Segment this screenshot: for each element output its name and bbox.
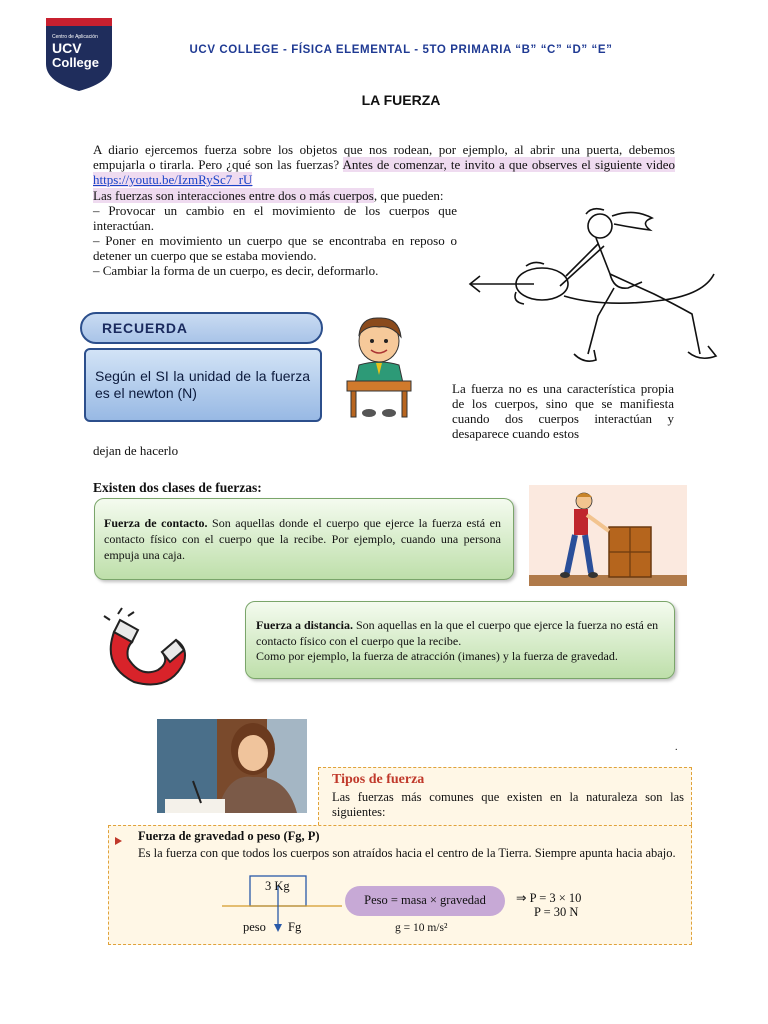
intro-text: A diario ejercemos fuerza sobre los objetos que nos rodean, por ejemplo, al abrir una puerta, debemos empujarla o tirarla. Pero ¿qué son las fuerzas?	[93, 142, 675, 172]
si-unit-box	[84, 348, 322, 422]
svg-text:Centro de Aplicación: Centro de Aplicación	[52, 34, 98, 40]
girl-pulling-illustration	[464, 204, 722, 372]
contact-force-box	[94, 498, 514, 580]
force-characteristic-text: La fuerza no es una característica propia de los cuerpos, sino que se manifiesta cuando dos cuerpos interactúan y desaparece cuando estos	[452, 381, 674, 441]
classes-heading: Existen dos clases de fuerzas:	[93, 480, 262, 495]
svg-text:UCV: UCV	[52, 40, 82, 56]
bullet-icon	[115, 832, 122, 840]
distance-force-text: Son aquellas en la que el cuerpo que ejerce la fuerza no está en contacto físico con el cuerpo que la recibe.	[256, 618, 659, 648]
document-header: UCV COLLEGE - FÍSICA ELEMENTAL - 5TO PRIMARIA “B” “C” “D” “E”	[189, 44, 613, 56]
weight-label: peso	[243, 920, 266, 934]
fg-label: Fg	[288, 920, 302, 934]
definition-item: – Provocar un cambio en el movimiento de los cuerpos que interactúan.	[93, 203, 457, 233]
mass-label: 3 Kg	[265, 879, 290, 893]
contact-force-text: Son aquellas donde el cuerpo que ejerce la fuerza está en contacto físico con el cuerpo que la recibe. Por ejemplo, cuando una persona empuja una caja.	[104, 516, 501, 562]
boy-at-desk-illustration	[345, 315, 413, 421]
weight-formula	[345, 886, 505, 916]
recuerda-banner	[80, 312, 323, 344]
person-pushing-box-illustration	[529, 485, 687, 586]
force-types-description: Las fuerzas más comunes que existen en la naturaleza son las siguientes:	[332, 790, 684, 819]
video-link[interactable]: https://youtu.be/IzmRySc7_rU	[93, 172, 253, 187]
distance-force-term: Fuerza a distancia.	[256, 618, 353, 632]
intro-paragraph	[93, 142, 675, 187]
force-types-title: Tipos de fuerza	[332, 772, 425, 787]
recuerda-label: RECUERDA	[102, 320, 188, 336]
definition-item: – Poner en movimiento un cuerpo que se encontraba en reposo o detener un cuerpo que se estaba moviendo.	[93, 233, 457, 263]
si-unit-text: Según el SI la unidad de la fuerza es el newton (N)	[95, 368, 310, 401]
definition-rest: , que pueden:	[373, 188, 444, 203]
intro-highlight: Antes de comenzar, te invito a que observes el siguiente video	[342, 157, 675, 172]
distance-force-box	[245, 601, 675, 679]
weight-formula-text: Peso = masa × gravedad	[364, 893, 486, 907]
svg-text:College: College	[52, 55, 99, 70]
gravity-title: Fuerza de gravedad o peso (Fg, P)	[138, 829, 320, 843]
definition-highlight: Las fuerzas son interacciones entre dos o más cuerpos	[93, 188, 374, 203]
gravity-value: g = 10 m/s²	[395, 922, 448, 934]
definition-item: – Cambiar la forma de un cuerpo, es decir, deformarlo.	[93, 263, 379, 278]
contact-force-term: Fuerza de contacto.	[104, 516, 208, 530]
result-line-1: ⇒ P = 3 × 10	[516, 891, 582, 905]
gravity-description: Es la fuerza con que todos los cuerpos son atraídos hacia el centro de la Tierra. Siempre apunta hacia abajo.	[138, 846, 676, 860]
magnet-illustration	[100, 606, 190, 690]
student-writing-photo	[157, 719, 307, 813]
force-characteristic-continuation: dejan de hacerlo	[93, 443, 179, 458]
distance-force-example: Como por ejemplo, la fuerza de atracción (imanes) y la fuerza de gravedad.	[256, 649, 618, 663]
stray-mark: .	[675, 742, 678, 753]
definition-paragraph	[93, 188, 457, 278]
page-title: LA FUERZA	[361, 92, 441, 108]
result-line-2: P = 30 N	[534, 905, 579, 919]
